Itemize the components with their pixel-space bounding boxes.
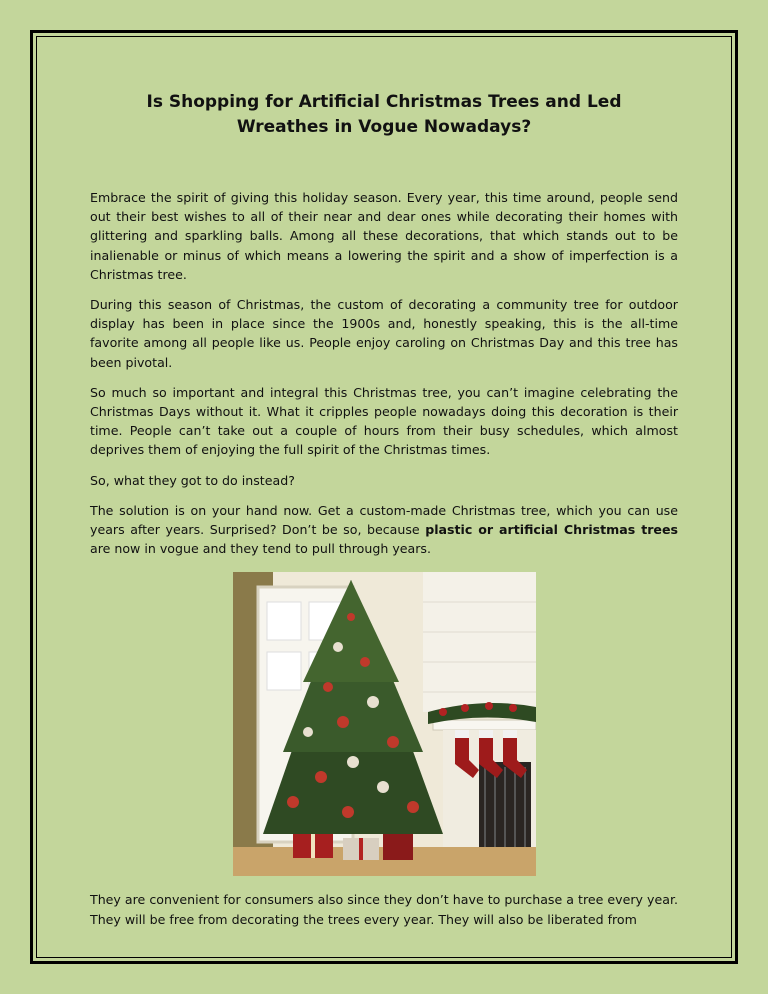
paragraph-5-text-a: The solution is on your hand now. Get a custom-made Christmas tree, which you can use years after years. Surprised? Don’t be so, because — [90, 502, 678, 538]
paragraph-3: So much so important and integral this Christmas tree, you can’t imagine celebrating the Christmas Days without it. What it cripples people nowadays doing this decoration is their time. People can’t take out a couple of hours from their busy schedules, which almost deprives them of enjoying the full spirit of the Christmas times. — [90, 384, 678, 458]
paragraph-4: So, what they got to do instead? — [90, 472, 295, 488]
paragraph-5-text-b: are now in vogue and they tend to pull through years. — [90, 541, 431, 557]
paragraph-6: They are convenient for consumers also since they don’t have to purchase a tree every year. They will be free from decorating the trees every year. They will also be liberated from — [90, 892, 678, 927]
page-title: Is Shopping for Artificial Christmas Trees and Led Wreathes in Vogue Nowadays? — [146, 92, 622, 137]
paragraph-5-bold-link: plastic or artificial Christmas trees — [425, 522, 679, 538]
document-body — [90, 90, 678, 929]
christmas-tree-photo — [233, 572, 536, 876]
christmas-tree-illustration — [233, 572, 536, 876]
paragraph-2: During this season of Christmas, the custom of decorating a community tree for outdoor display has been in place since the 1900s and, honestly speaking, this is the all-time favorite among all people like us. People enjoy caroling on Christmas Day and this tree has been pivotal. — [90, 297, 678, 370]
paragraph-5 — [90, 501, 678, 559]
paragraph-1: Embrace the spirit of giving this holiday season. Every year, this time around, people send out their best wishes to all of their near and dear ones while decorating their homes with glittering and sparkling balls. Among all these decorations, that which stands out to be inalienable or minus of which means a lowering the spirit and a show of imperfection is a Christmas tree. — [90, 190, 678, 282]
